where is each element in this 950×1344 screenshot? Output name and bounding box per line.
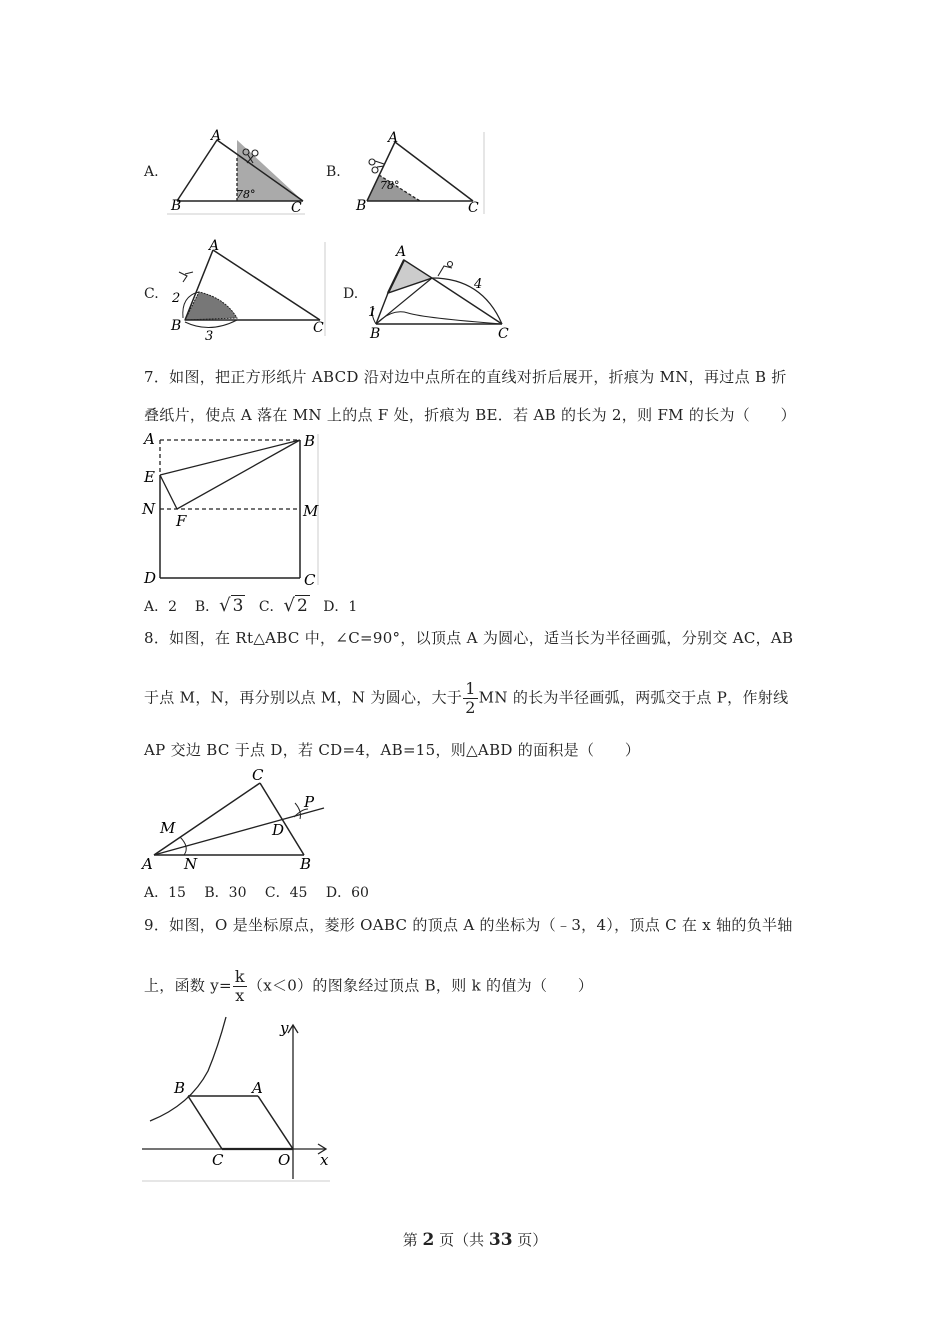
svg-text:y: y bbox=[280, 1019, 289, 1037]
svg-text:A: A bbox=[144, 430, 155, 448]
scissors-icon bbox=[438, 262, 453, 277]
q7-text-line2: 叠纸片，使点 A 落在 MN 上的点 F 处，折痕为 BE．若 AB 的长为 2，则 FM 的长为（ ） bbox=[144, 406, 796, 424]
svg-text:D: D bbox=[272, 821, 285, 839]
q9-text-line1: 9．如图，O 是坐标原点，菱形 OABC 的顶点 A 的坐标为（﹣3，4），顶点 C 在 x 轴的负半轴 bbox=[144, 916, 793, 934]
svg-text:N: N bbox=[142, 500, 156, 518]
option-c-label: C. bbox=[144, 286, 159, 302]
svg-text:O: O bbox=[278, 1151, 291, 1169]
svg-text:B: B bbox=[370, 326, 381, 342]
svg-text:A: A bbox=[211, 128, 222, 144]
svg-text:78°: 78° bbox=[380, 179, 400, 192]
scissors-icon bbox=[179, 272, 193, 282]
svg-text:A: A bbox=[388, 130, 399, 146]
svg-text:F: F bbox=[176, 512, 187, 530]
q6-figure-a bbox=[165, 128, 310, 218]
svg-text:D: D bbox=[144, 569, 157, 587]
q6-figure-b bbox=[350, 128, 490, 218]
q8-options: A．15 B．30 C．45 D．60 bbox=[144, 885, 369, 901]
q9-figure bbox=[140, 1015, 340, 1185]
q7-option-b[interactable]: B．√ 3 bbox=[194, 595, 244, 616]
svg-text:C: C bbox=[291, 200, 302, 216]
svg-text:C: C bbox=[212, 1151, 224, 1169]
svg-text:4: 4 bbox=[474, 277, 483, 292]
q7-option-d[interactable]: D．1 bbox=[323, 599, 358, 615]
svg-text:2: 2 bbox=[172, 291, 181, 306]
svg-text:A: A bbox=[142, 855, 153, 873]
q8-text-line2: 于点 M，N，再分别以点 M，N 为圆心，大于 $\frac{1}{2}$ MN 的长为半径画弧，两弧交于点 P，作射线 bbox=[144, 679, 789, 717]
q6-figure-c bbox=[165, 238, 330, 343]
svg-text:3: 3 bbox=[205, 329, 214, 343]
svg-text:C: C bbox=[304, 571, 316, 589]
option-a-label: A. bbox=[144, 164, 159, 180]
page-number: 2 bbox=[422, 1230, 435, 1250]
svg-text:C: C bbox=[252, 766, 264, 784]
svg-text:E: E bbox=[144, 468, 155, 486]
svg-text:C: C bbox=[498, 326, 509, 342]
q7-text-line1: 7．如图，把正方形纸片 ABCD 沿对边中点所在的直线对折后展开，折痕为 MN，再过点 B 折 bbox=[144, 368, 787, 386]
page-footer: 第 2 页（共 33 页） bbox=[402, 1230, 548, 1250]
q8-figure bbox=[140, 765, 335, 875]
option-d-label: D. bbox=[343, 286, 359, 302]
q7-options bbox=[144, 595, 357, 618]
total-pages: 33 bbox=[488, 1230, 513, 1250]
q7-figure bbox=[140, 430, 330, 590]
svg-text:M: M bbox=[303, 502, 319, 520]
q7-option-c[interactable]: C．√ 2 bbox=[258, 595, 308, 616]
q6-figure-d bbox=[362, 238, 522, 343]
fraction-k-over-x: $\frac{k}{x}$ bbox=[234, 967, 245, 1005]
q7-option-a[interactable]: A．2 bbox=[144, 599, 178, 615]
svg-text:M: M bbox=[160, 819, 176, 837]
svg-text:A: A bbox=[396, 244, 407, 260]
svg-text:B: B bbox=[171, 198, 182, 214]
svg-text:B: B bbox=[174, 1079, 186, 1097]
option-b-label: B. bbox=[326, 164, 341, 180]
q8-text-line3: AP 交边 BC 于点 D，若 CD=4，AB=15，则△ABD 的面积是（ ） bbox=[144, 741, 641, 759]
svg-text:78°: 78° bbox=[236, 188, 256, 201]
svg-text:x: x bbox=[320, 1151, 329, 1169]
svg-text:A: A bbox=[252, 1079, 263, 1097]
svg-text:A: A bbox=[209, 238, 220, 254]
q9-text-line2: 上，函数 y= $\frac{k}{x}$ （x＜0）的图象经过顶点 B，则 k 的值为（ ） bbox=[144, 967, 594, 1005]
svg-text:B: B bbox=[300, 855, 312, 873]
svg-text:P: P bbox=[304, 793, 315, 811]
fraction-one-half: $\frac{1}{2}$ bbox=[465, 679, 476, 717]
svg-text:N: N bbox=[184, 855, 198, 873]
svg-text:1: 1 bbox=[368, 305, 377, 320]
svg-text:C: C bbox=[468, 200, 479, 216]
svg-text:C: C bbox=[313, 320, 324, 336]
svg-text:B: B bbox=[356, 198, 367, 214]
svg-text:B: B bbox=[304, 432, 316, 450]
q8-text-line1: 8．如图，在 Rt△ABC 中，∠C=90°，以顶点 A 为圆心，适当长为半径画弧，分别交 AC，AB bbox=[144, 629, 794, 647]
svg-text:B: B bbox=[171, 318, 182, 334]
